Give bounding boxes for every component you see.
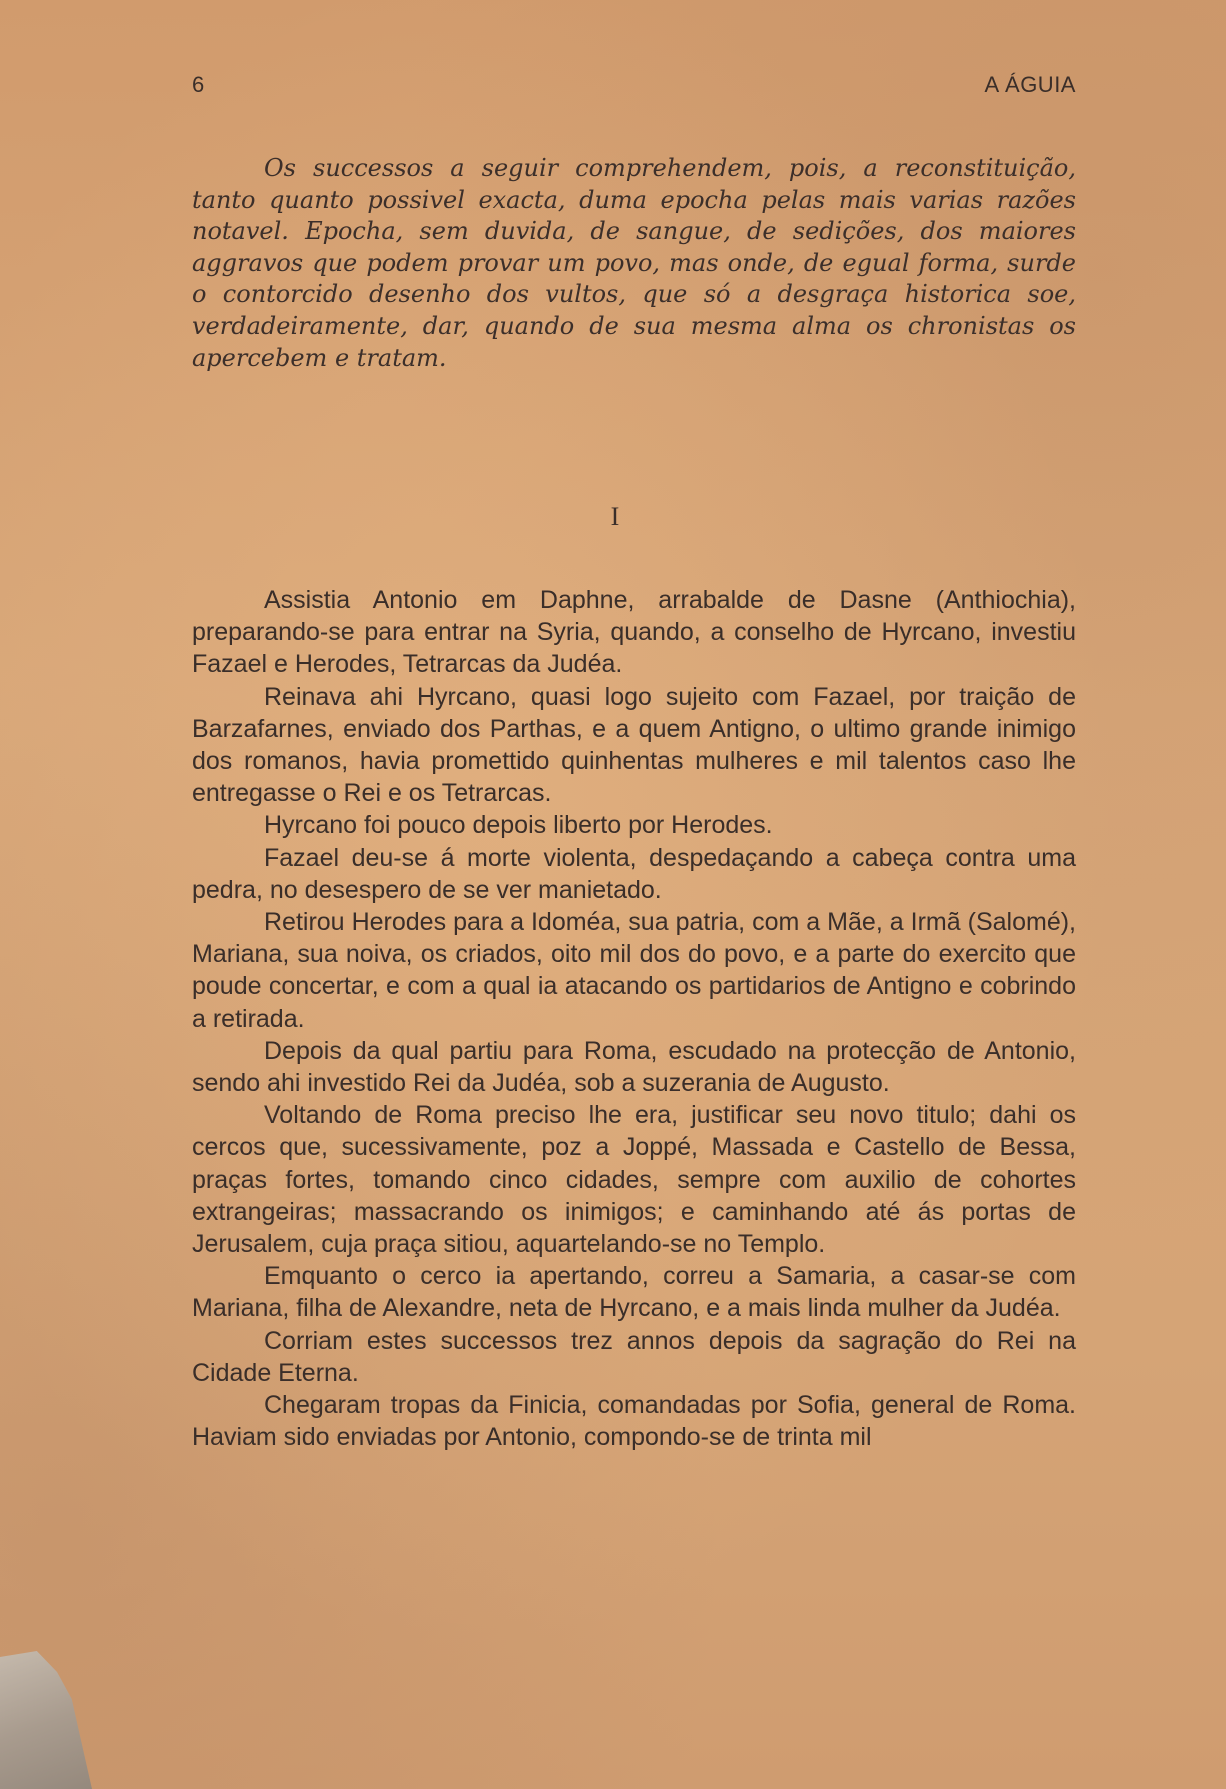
paragraph: Fazael deu-se á morte violenta, despedaçando a cabeça contra uma pedra, no desespero de se ver manietado. [192, 843, 1076, 904]
paragraph: Corriam estes successos trez annos depois da sagração do Rei na Cidade Eterna. [192, 1326, 1076, 1387]
intro-paragraph: Os successos a seguir comprehendem, pois, a reconstituição, tanto quanto possivel exacta, duma epocha pelas mais varias razões notavel. Epocha, sem duvida, de sangue, de sedições, dos maiores aggravos que podem provar um povo, mas onde, de egual forma, surde o contorcido desenho dos vultos, que só a desgraça historica soe, verdadeiramente, dar, quando de sua mesma alma os chronistas os apercebem e tratam. [192, 154, 1076, 372]
page-number: 6 [192, 72, 205, 97]
paragraph: Assistia Antonio em Daphne, arrabalde de Dasne (Anthiochia), preparando-se para entrar na Syria, quando, a conselho de Hyrcano, investiu Fazael e Herodes, Tetrarcas da Judéa. [192, 586, 1076, 679]
paragraph: Chegaram tropas da Finicia, comandadas por Sofia, general de Roma. Haviam sido enviadas por Antonio, compondo-se de trinta mil [192, 1391, 1076, 1452]
paragraph: Hyrcano foi pouco depois liberto por Herodes. [264, 811, 773, 840]
torn-page-corner [0, 1639, 92, 1789]
paragraph: Retirou Herodes para a Idoméa, sua patria, com a Mãe, a Irmã (Salomé), Mariana, sua noiva, os criados, oito mil dos do povo, e a parte do exercito que poude concertar, e com a qual ia atacando os partidarios de Antigno e cobrindo a retirada. [192, 908, 1076, 1033]
running-head [192, 72, 1076, 102]
paragraph: Depois da qual partiu para Roma, escudado na protecção de Antonio, sendo ahi investido Rei da Judéa, sob a suzerania de Augusto. [192, 1036, 1076, 1098]
paragraph: Emquanto o cerco ia apertando, correu a Samaria, a casar-se com Mariana, filha de Alexandre, neta de Hyrcano, e a mais linda mulher da Judéa. [192, 1262, 1076, 1323]
paragraph: Reinava ahi Hyrcano, quasi logo sujeito com Fazael, por traição de Barzafarnes, enviado dos Parthas, e a quem Antigno, o ultimo grande inimigo dos romanos, havia promettido quinhentas mulheres e mil talentos caso lhe entregasse o Rei e os Tetrarcas. [192, 682, 1076, 808]
section-numeral: I [610, 502, 620, 531]
body-text [192, 584, 1076, 1453]
paragraph: Voltando de Roma preciso lhe era, justificar seu novo titulo; dahi os cercos que, sucessivamente, poz a Joppé, Massada e Castello de Bessa, praças fortes, tomando cinco cidades, sempre com auxilio de cohortes extrangeiras; massacrando os inimigos; e caminhando até ás portas de Jerusalem, cuja praça sitiou, aquartelando-se no Templo. [192, 1101, 1076, 1259]
journal-title: A ÁGUIA [984, 72, 1076, 97]
